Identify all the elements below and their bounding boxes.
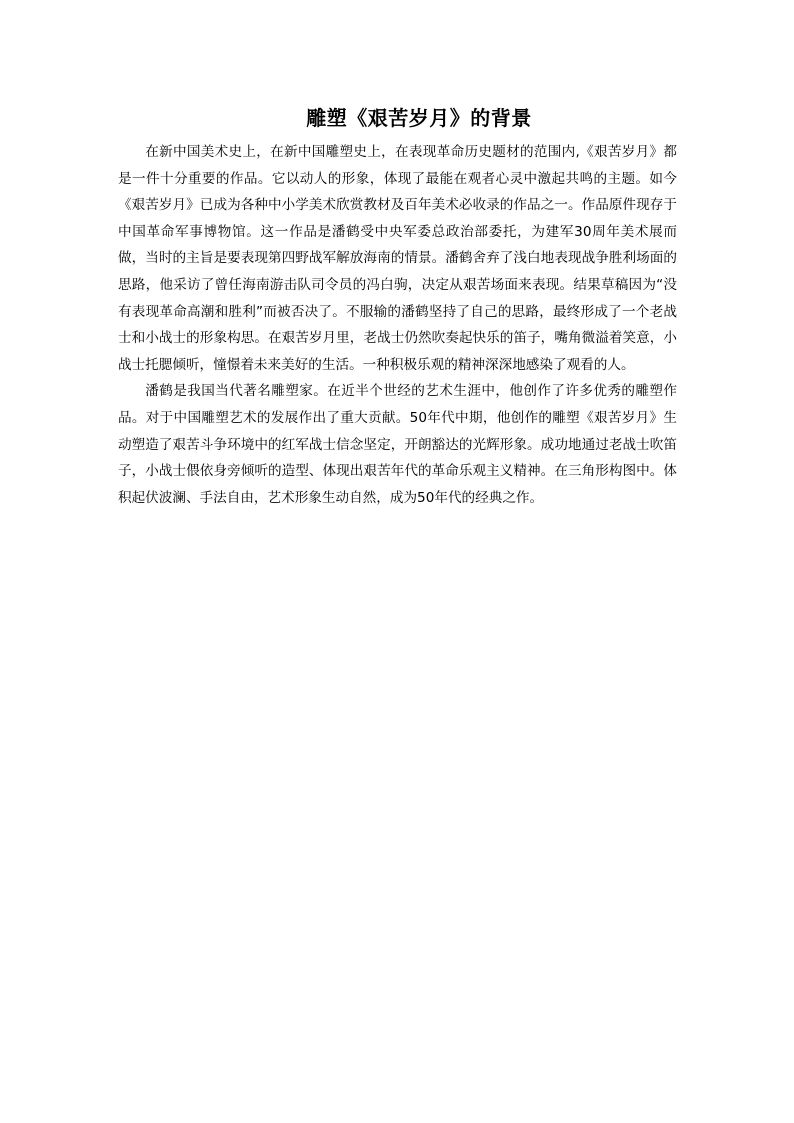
paragraph-background: 在新中国美术史上，在新中国雕塑史上，在表现革命历史题材的范围内,《艰苦岁月》都是一件十分重要的作品。它以动人的形象，体现了最能在观者心灵中激起共鸣的主题。如今《艰苦岁月》已成为各种中小学美术欣赏教材及百年美术必收录的作品之一。作品原件现存于中国革命军事博物馆。这一作品是潘鹤受中央军委总政治部委托，为建军30周年美术展而做，当时的主旨是要表现第四野战军解放海南的情景。潘鹤舍弃了浅白地表现战争胜利场面的思路，他采访了曾任海南游击队司令员的冯白驹，决定从艰苦场面来表现。结果草稿因为“没有表现革命高潮和胜利”而被否决了。不服输的潘鹤坚持了自己的思路，最终形成了一个老战士和小战士的形象构思。在艰苦岁月里，老战士仍然吹奏起快乐的笛子，嘴角微溢着笑意，小战士托腮倾听，憧憬着未来美好的生活。一种积极乐观的精神深深地感染了观看的人。 bbox=[118, 144, 677, 373]
document-title: 雕塑《艰苦岁月》的背景 bbox=[306, 106, 532, 130]
paragraph-artist: 潘鹤是我国当代著名雕塑家。在近半个世经的艺术生涯中，他创作了许多优秀的雕塑作品。对于中国雕塑艺术的发展作出了重大贡献。50年代中期，他创作的雕塑《艰苦岁月》生动塑造了艰苦斗争环境中的红军战士信念坚定，开朗豁达的光辉形象。成功地通过老战士吹笛子，小战士偎依身旁倾听的造型、体现出艰苦年代的革命乐观主义精神。在三角形构图中。体积起伏波澜、手法自由，艺术形象生动自然，成为50年代的经典之作。 bbox=[118, 383, 677, 506]
document-body bbox=[118, 139, 677, 511]
